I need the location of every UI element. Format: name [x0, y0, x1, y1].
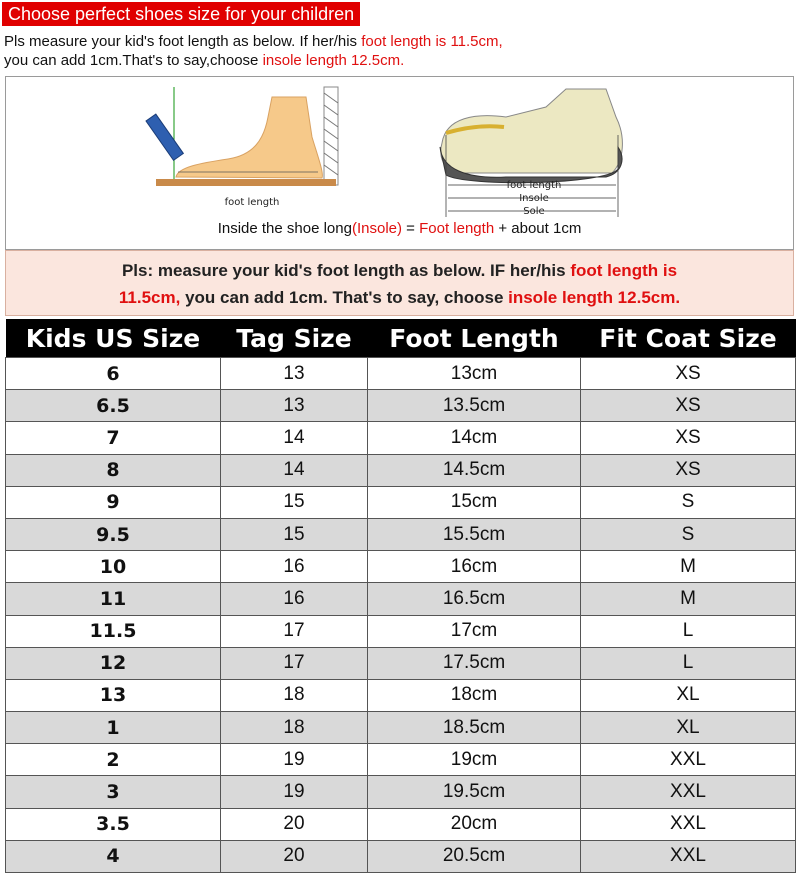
foot-length-cell: 13cm [368, 358, 581, 390]
note-line-2 [6, 284, 793, 311]
table-row [6, 712, 796, 744]
caption-text-3: + about 1cm [494, 220, 582, 237]
kids-us-size-cell: 4 [6, 840, 221, 872]
header-kids-us-size: Kids US Size [6, 319, 221, 358]
note-line-1 [6, 257, 793, 284]
fit-coat-size-cell: S [581, 518, 796, 550]
tag-size-cell: 16 [221, 583, 368, 615]
note-highlight-2: 11.5cm, [118, 288, 181, 307]
tag-size-cell: 20 [221, 808, 368, 840]
fit-coat-size-cell: XXL [581, 840, 796, 872]
tag-size-cell: 15 [221, 486, 368, 518]
foot-length-cell: 18cm [368, 679, 581, 711]
tag-size-cell: 13 [221, 358, 368, 390]
foot-length-cell: 15cm [368, 486, 581, 518]
foot-length-cell: 15.5cm [368, 518, 581, 550]
insole-label: Insole [519, 193, 549, 204]
size-chart-table [5, 319, 796, 873]
header-tag-size: Tag Size [221, 319, 368, 358]
fit-coat-size-cell: XXL [581, 776, 796, 808]
shoe-insole-illustration [440, 89, 622, 217]
fit-coat-size-cell: M [581, 583, 796, 615]
kids-us-size-cell: 10 [6, 551, 221, 583]
table-row [6, 744, 796, 776]
table-row [6, 518, 796, 550]
header-fit-coat-size: Fit Coat Size [581, 319, 796, 358]
table-row [6, 583, 796, 615]
kids-us-size-cell: 6.5 [6, 390, 221, 422]
fit-coat-size-cell: XS [581, 454, 796, 486]
tag-size-cell: 18 [221, 679, 368, 711]
tag-size-cell: 16 [221, 551, 368, 583]
table-row [6, 422, 796, 454]
tag-size-cell: 19 [221, 776, 368, 808]
table-row [6, 647, 796, 679]
fit-coat-size-cell: XS [581, 390, 796, 422]
intro-line-2-text: you can add 1cm.That's to say,choose [4, 52, 263, 69]
kids-us-size-cell: 3.5 [6, 808, 221, 840]
tag-size-cell: 20 [221, 840, 368, 872]
note-text-2: you can add 1cm. That's to say, choose [180, 288, 509, 307]
tag-size-cell: 14 [221, 454, 368, 486]
measurement-figure [5, 76, 794, 250]
fit-coat-size-cell: M [581, 551, 796, 583]
foot-length-cell: 20cm [368, 808, 581, 840]
fit-coat-size-cell: XL [581, 712, 796, 744]
kids-us-size-cell: 9 [6, 486, 221, 518]
note-text-1: Pls: measure your kid's foot length as below. IF her/his [121, 261, 571, 280]
fit-coat-size-cell: XXL [581, 744, 796, 776]
tag-size-cell: 17 [221, 647, 368, 679]
caption-insole: (Insole) [351, 220, 402, 237]
intro-line-1 [4, 32, 794, 51]
measure-note [5, 250, 794, 316]
caption-foot-length: Foot length [419, 220, 495, 237]
kids-us-size-cell: 3 [6, 776, 221, 808]
table-row [6, 486, 796, 518]
foot-length-cell: 19.5cm [368, 776, 581, 808]
caption-text-1: Inside the shoe long [217, 220, 352, 237]
kids-us-size-cell: 9.5 [6, 518, 221, 550]
foot-length-cell: 16.5cm [368, 583, 581, 615]
foot-measure-illustration [146, 87, 338, 208]
kids-us-size-cell: 2 [6, 744, 221, 776]
tag-size-cell: 13 [221, 390, 368, 422]
foot-length-cell: 20.5cm [368, 840, 581, 872]
foot-length-cell: 14cm [368, 422, 581, 454]
header-foot-length: Foot Length [368, 319, 581, 358]
caption-text-2: = [402, 220, 420, 237]
figure-caption [6, 220, 793, 237]
tag-size-cell: 19 [221, 744, 368, 776]
table-row [6, 776, 796, 808]
tag-size-cell: 17 [221, 615, 368, 647]
fit-coat-size-cell: L [581, 615, 796, 647]
left-foot-length-label: foot length [224, 197, 280, 208]
fit-coat-size-cell: L [581, 647, 796, 679]
table-row [6, 808, 796, 840]
intro-line-1-highlight: foot length is 11.5cm, [361, 33, 503, 50]
foot-length-cell: 18.5cm [368, 712, 581, 744]
table-row [6, 679, 796, 711]
note-highlight-3: insole length 12.5cm. [508, 288, 681, 307]
fit-coat-size-cell: XXL [581, 808, 796, 840]
table-header-row [6, 319, 796, 358]
note-highlight-1: foot length is [570, 261, 678, 280]
foot-length-cell: 17.5cm [368, 647, 581, 679]
table-row [6, 454, 796, 486]
foot-length-cell: 19cm [368, 744, 581, 776]
kids-us-size-cell: 12 [6, 647, 221, 679]
kids-us-size-cell: 11 [6, 583, 221, 615]
sole-label: Sole [523, 206, 545, 217]
kids-us-size-cell: 11.5 [6, 615, 221, 647]
intro-line-1-text: Pls measure your kid's foot length as below. If her/his [4, 33, 362, 50]
foot-length-cell: 16cm [368, 551, 581, 583]
kids-us-size-cell: 8 [6, 454, 221, 486]
fit-coat-size-cell: S [581, 486, 796, 518]
fit-coat-size-cell: XS [581, 358, 796, 390]
table-row [6, 615, 796, 647]
intro-line-2-highlight: insole length 12.5cm. [262, 52, 405, 69]
kids-us-size-cell: 13 [6, 679, 221, 711]
table-row [6, 551, 796, 583]
fit-coat-size-cell: XS [581, 422, 796, 454]
tag-size-cell: 18 [221, 712, 368, 744]
kids-us-size-cell: 7 [6, 422, 221, 454]
foot-length-cell: 14.5cm [368, 454, 581, 486]
right-foot-length-label: foot length [506, 180, 562, 191]
kids-us-size-cell: 1 [6, 712, 221, 744]
page-title: Choose perfect shoes size for your children [2, 2, 360, 26]
table-row [6, 358, 796, 390]
tag-size-cell: 14 [221, 422, 368, 454]
table-row [6, 840, 796, 872]
intro-line-2 [4, 51, 794, 70]
fit-coat-size-cell: XL [581, 679, 796, 711]
foot-length-cell: 17cm [368, 615, 581, 647]
kids-us-size-cell: 6 [6, 358, 221, 390]
foot-length-cell: 13.5cm [368, 390, 581, 422]
intro-text [4, 32, 794, 70]
table-row [6, 390, 796, 422]
tag-size-cell: 15 [221, 518, 368, 550]
